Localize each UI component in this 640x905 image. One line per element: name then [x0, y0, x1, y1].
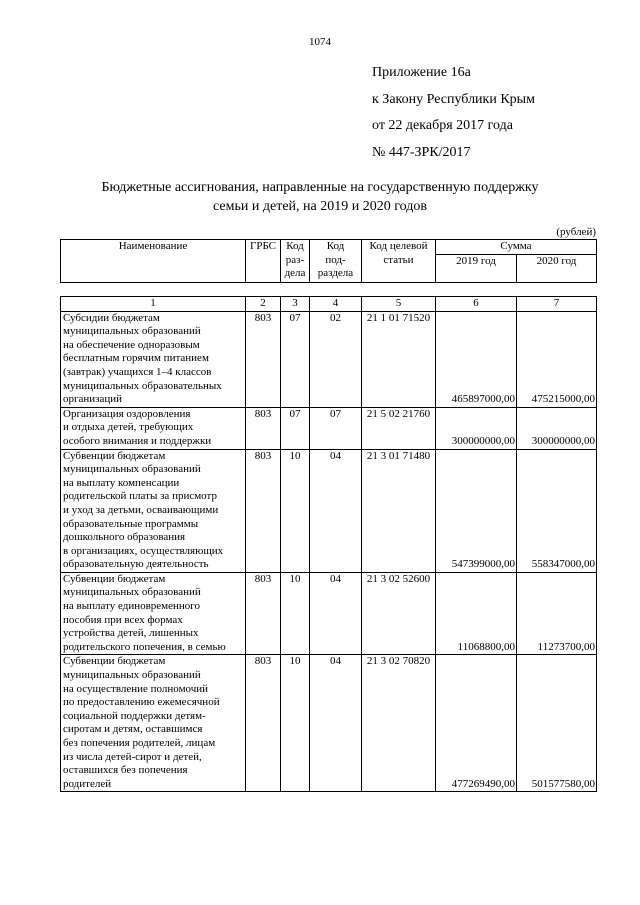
col-number-6: 6 [436, 297, 517, 312]
row-grbs: 803 [246, 572, 281, 655]
row-name: Организация оздоровления и отдыха детей, требующих особого внимания и поддержки [61, 407, 246, 449]
row-name: Субвенции бюджетам муниципальных образований на выплату компенсации родительской платы за присмотр и уход за детьми, осваивающими образовательные программы дошкольного образования в организациях, осуществляющих образовательную деятельность [61, 449, 246, 572]
col-number-4: 4 [310, 297, 362, 312]
data-table [60, 296, 597, 792]
col-number-3: 3 [281, 297, 310, 312]
row-csr: 21 1 01 71520 [362, 311, 436, 407]
col-number-7: 7 [517, 297, 597, 312]
row-sum-2020: 501577580,00 [517, 655, 597, 792]
row-csr: 21 5 02 21760 [362, 407, 436, 449]
header-year-2019: 2019 год [436, 254, 517, 282]
row-name: Субвенции бюджетам муниципальных образований на выплату единовременного пособия при всех формах устройства детей, лишенных родительского попечения, в семью [61, 572, 246, 655]
row-grbs: 803 [246, 449, 281, 572]
row-razdel: 07 [281, 407, 310, 449]
row-grbs: 803 [246, 311, 281, 407]
table-row [61, 311, 597, 407]
title-line-1: Бюджетные ассигнования, направленные на государственную поддержку [101, 180, 539, 195]
table-row [61, 655, 597, 792]
header-name: Наименование [61, 240, 246, 283]
header-razdel: Код раз- дела [281, 240, 310, 283]
row-razdel: 07 [281, 311, 310, 407]
row-podrazdel: 04 [310, 655, 362, 792]
title-line-2: семьи и детей, на 2019 и 2020 годов [213, 199, 427, 214]
header-sum: Сумма [436, 240, 597, 255]
col-number-1: 1 [61, 297, 246, 312]
table-row [61, 407, 597, 449]
row-sum-2019: 11068800,00 [436, 572, 517, 655]
appendix-line-1: Приложение 16а [372, 65, 471, 80]
row-grbs: 803 [246, 655, 281, 792]
row-csr: 21 3 01 71480 [362, 449, 436, 572]
row-grbs: 803 [246, 407, 281, 449]
header-podrazdel: Код под- раздела [310, 240, 362, 283]
row-podrazdel: 02 [310, 311, 362, 407]
appendix-line-3: от 22 декабря 2017 года [372, 118, 513, 133]
row-razdel: 10 [281, 572, 310, 655]
row-sum-2020: 11273700,00 [517, 572, 597, 655]
row-sum-2019: 465897000,00 [436, 311, 517, 407]
row-sum-2020: 300000000,00 [517, 407, 597, 449]
table-header [60, 239, 597, 283]
row-razdel: 10 [281, 449, 310, 572]
document-title [60, 178, 580, 216]
table-row [61, 572, 597, 655]
row-sum-2019: 477269490,00 [436, 655, 517, 792]
col-number-2: 2 [246, 297, 281, 312]
table-row [61, 449, 597, 572]
header-year-2020: 2020 год [517, 254, 597, 282]
column-number-row [61, 297, 597, 312]
appendix-line-2: к Закону Республики Крым [372, 91, 535, 107]
header-grbs: ГРБС [246, 240, 281, 283]
header-csr: Код целевой статьи [362, 240, 436, 283]
appendix-line-4: № 447-ЗРК/2017 [372, 144, 471, 160]
row-name: Субсидии бюджетам муниципальных образований на обеспечение одноразовым бесплатным горячим питанием (завтрак) учащихся 1–4 классов муниципальных образовательных организаций [61, 311, 246, 407]
row-csr: 21 3 02 52600 [362, 572, 436, 655]
row-sum-2020: 558347000,00 [517, 449, 597, 572]
row-sum-2020: 475215000,00 [517, 311, 597, 407]
page-number: 1074 [309, 36, 331, 48]
row-podrazdel: 04 [310, 449, 362, 572]
row-razdel: 10 [281, 655, 310, 792]
row-name: Субвенции бюджетам муниципальных образований на осуществление полномочий по предоставлению ежемесячной социальной поддержки детям- сиротам и детям, оставшимся без попечения родителей, лицам из числа детей-сирот и детей, оставшихся без попечения родителей [61, 655, 246, 792]
row-sum-2019: 547399000,00 [436, 449, 517, 572]
row-csr: 21 3 02 70820 [362, 655, 436, 792]
row-sum-2019: 300000000,00 [436, 407, 517, 449]
col-number-5: 5 [362, 297, 436, 312]
units-label: (рублей) [556, 226, 596, 238]
row-podrazdel: 07 [310, 407, 362, 449]
appendix-block [372, 60, 535, 166]
row-podrazdel: 04 [310, 572, 362, 655]
